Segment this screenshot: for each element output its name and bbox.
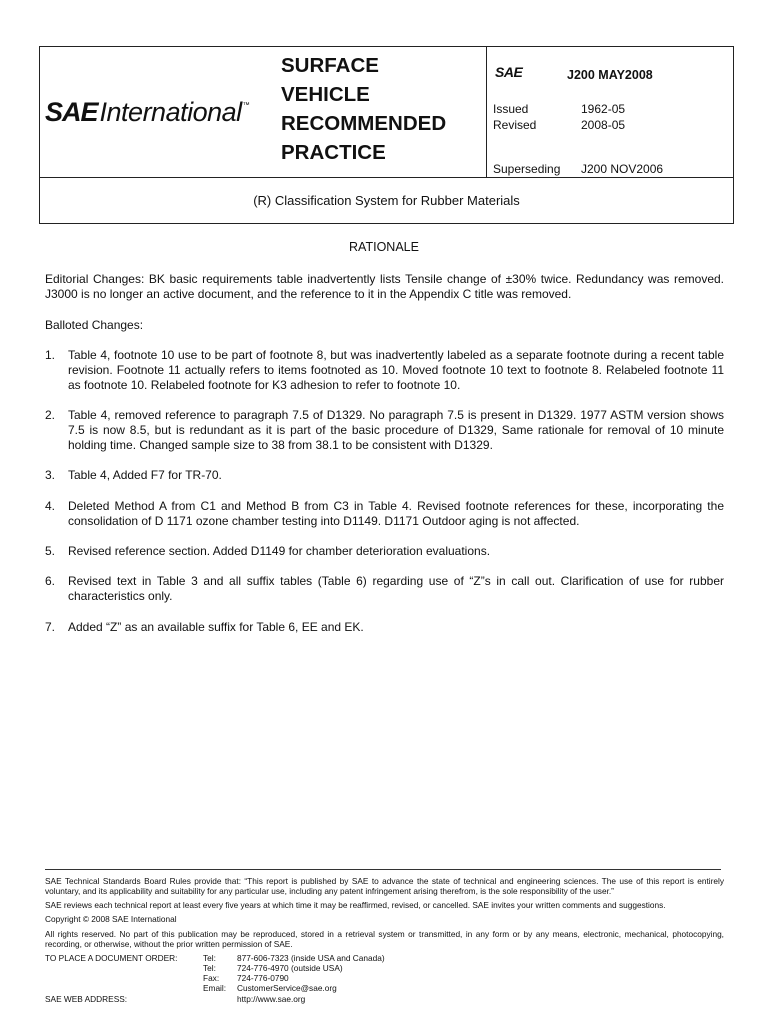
sae-international-logo xyxy=(45,97,250,128)
web-address-label: SAE WEB ADDRESS: xyxy=(45,994,128,1004)
list-item-text: Added “Z” as an available suffix for Table 6, EE and EK. xyxy=(68,620,364,634)
list-item-number: 3. xyxy=(45,468,56,482)
contact-phone[interactable]: 724-776-4970 (outside USA) xyxy=(237,963,343,973)
balloted-changes-heading: Balloted Changes: xyxy=(45,318,144,332)
contact-email-link[interactable]: CustomerService@sae.org xyxy=(237,983,337,993)
document-info-panel xyxy=(487,47,733,177)
footer-review-text: SAE reviews each technical report at least every five years at which time it may be reaffirmed, revised, or cancelled. SAE invites your written comments and suggestions. xyxy=(45,900,666,910)
document-number: J200 MAY2008 xyxy=(567,68,653,82)
logo-trademark: ™ xyxy=(242,102,250,109)
footer-rights-text: All rights reserved. No part of this publication may be reproduced, stored in a retrieval system or transmitted, in any form or by any means, electronic, mechanical, photocopying, recording, or otherwise, without the prior written permission of SAE. xyxy=(45,929,724,949)
list-item-number: 5. xyxy=(45,544,56,558)
list-item-text: Table 4, footnote 10 use to be part of footnote 8, but was inadvertently labeled as a separate footnote during a recent table revision. Footnote 11 actually refers to items footnoted as 10. Moved footnote 10 text to footnote 8. Relabeled footnote 11 as footnote 10. Relabeled footnote for K3 adhesion to refer to footnote 10. xyxy=(68,348,724,392)
contact-label: Email: xyxy=(203,983,227,993)
list-item-text: Table 4, Added F7 for TR-70. xyxy=(68,468,222,482)
document-header xyxy=(39,46,734,224)
footer-rule xyxy=(45,869,721,870)
web-address-link[interactable]: http://www.sae.org xyxy=(237,994,306,1004)
rationale-heading: RATIONALE xyxy=(349,240,419,254)
doc-type-line: SURFACE xyxy=(281,54,379,77)
order-contacts xyxy=(45,953,724,1013)
editorial-changes: Editorial Changes: BK basic requirements table inadvertently lists Tensile change of ±30% twice. Redundancy was removed. J3000 is no longer an active document, and the reference to it in the Appendix C title was removed. xyxy=(45,272,724,301)
issued-value: 1962-05 xyxy=(581,102,626,116)
list-item-text: Table 4, removed reference to paragraph 7.5 of D1329. No paragraph 7.5 is present in D1329. 1977 ASTM version shows 7.5 is now 8.5, but is redundant as it is part of the basic procedure of D1329, Same rationale for removal of 10 minute holding time. Changed sample size to 38 from 38.1 to be consistent with D1329. xyxy=(68,408,724,452)
document-title: (R) Classification System for Rubber Materials xyxy=(253,192,520,208)
contact-phone[interactable]: 877-606-7323 (inside USA and Canada) xyxy=(237,953,385,963)
contact-label: Fax: xyxy=(203,973,220,983)
logo-mark: SAE xyxy=(45,97,98,127)
contact-label: Tel: xyxy=(203,963,216,973)
footer-copyright: Copyright © 2008 SAE International xyxy=(45,914,177,924)
doc-type-line: PRACTICE xyxy=(281,141,386,164)
logo-word: International xyxy=(99,97,242,127)
doc-type-line: VEHICLE xyxy=(281,83,370,106)
contact-fax: 724-776-0790 xyxy=(237,973,289,983)
revised-value: 2008-05 xyxy=(581,118,626,132)
list-item-text: Revised reference section. Added D1149 for chamber deterioration evaluations. xyxy=(68,544,491,558)
doc-type-line: RECOMMENDED xyxy=(281,112,447,135)
list-item-text: Revised text in Table 3 and all suffix tables (Table 6) regarding use of “Z”s in call out. Clarification of use for rubber characteristics only. xyxy=(68,574,724,603)
order-label: TO PLACE A DOCUMENT ORDER: xyxy=(45,953,178,963)
list-item-text: Deleted Method A from C1 and Method B from C3 in Table 4. Revised footnote references for these, incorporating the consolidation of D 1171 ozone chamber testing into D1149. D1171 Outdoor aging is not affected. xyxy=(68,499,724,528)
list-item-number: 7. xyxy=(45,620,56,634)
footer-rules-text: SAE Technical Standards Board Rules provide that: “This report is published by SAE to advance the state of technical and engineering sciences. The use of this report is entirely voluntary, and its applicability and suitability for any particular use, including any patent infringement arising therefrom, is the sole responsibility of the user.” xyxy=(45,876,724,896)
header-top-row xyxy=(40,47,733,178)
list-item-number: 4. xyxy=(45,499,56,513)
issued-label: Issued xyxy=(493,102,529,116)
list-item-number: 1. xyxy=(45,348,56,362)
contact-label: Tel: xyxy=(203,953,216,963)
list-item-number: 6. xyxy=(45,574,56,588)
superseding-value: J200 NOV2006 xyxy=(581,162,664,176)
list-item-number: 2. xyxy=(45,408,56,422)
revised-label: Revised xyxy=(493,118,537,132)
document-type xyxy=(281,51,481,167)
sae-mini-logo: SAE xyxy=(495,64,523,80)
superseding-label: Superseding xyxy=(493,162,561,176)
